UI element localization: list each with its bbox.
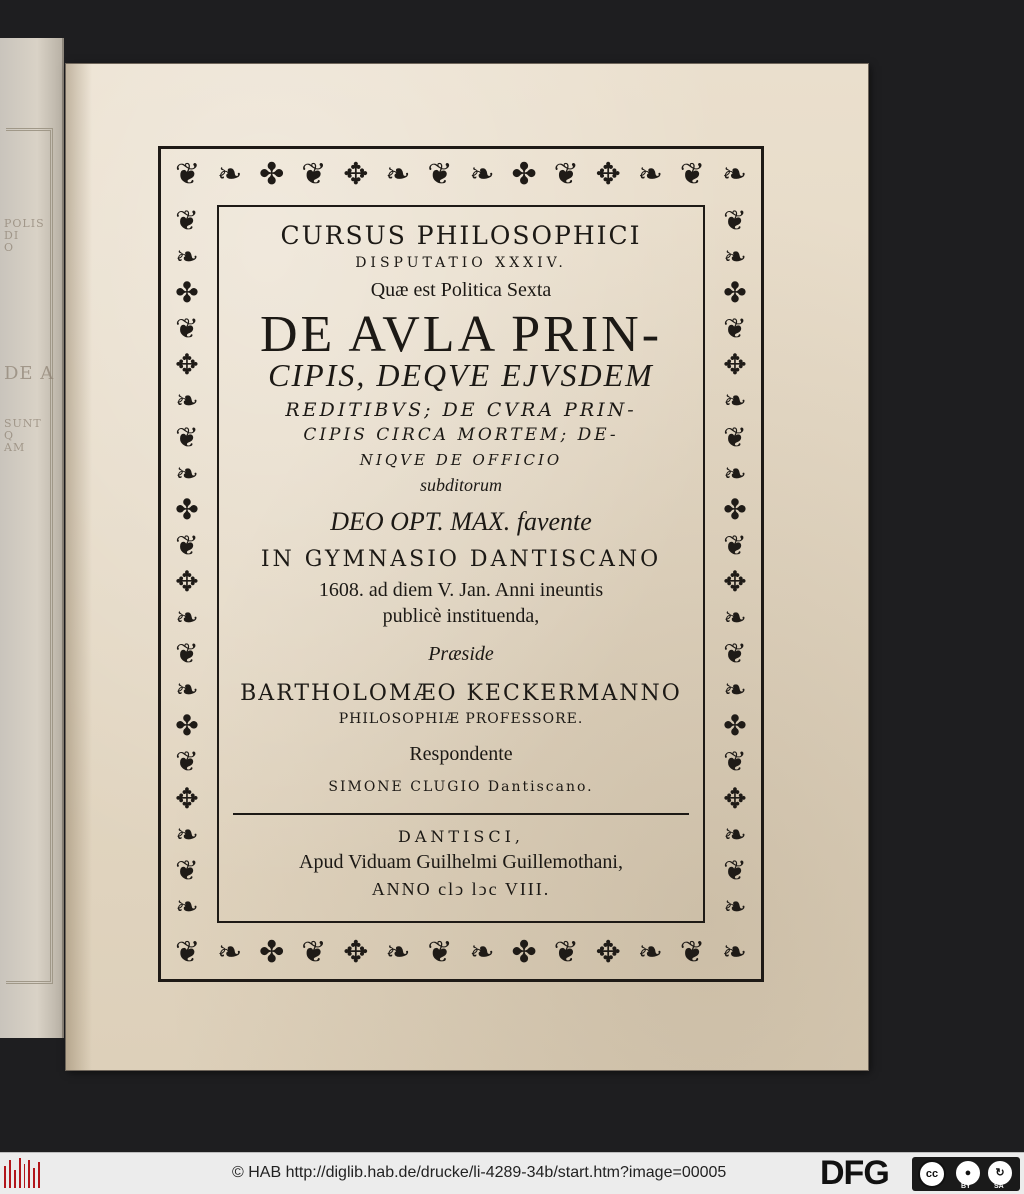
- ornament-icon: ❧: [723, 384, 747, 418]
- main-title-line: CIPIS CIRCA MORTEM; DE-: [303, 425, 619, 445]
- main-title-line: subditorum: [419, 475, 502, 495]
- ornament-icon: ✥: [175, 781, 199, 815]
- sa-label: SA: [994, 1183, 1004, 1190]
- ornament-icon: ❦: [301, 935, 327, 970]
- ornament-icon: ❧: [175, 456, 199, 490]
- ornament-icon: ❧: [637, 157, 663, 192]
- ornament-icon: ✥: [595, 157, 621, 192]
- main-title-line: NIQVE DE OFFICIO: [359, 451, 563, 469]
- ornament-icon: ✥: [723, 348, 747, 382]
- ornament-icon: ✥: [723, 564, 747, 598]
- ornament-icon: ✥: [343, 935, 369, 970]
- date-line: publicè instituenda,: [382, 605, 540, 627]
- ornament-icon: ✤: [723, 709, 747, 743]
- imprint-place: DANTISCI,: [398, 827, 524, 846]
- ornament-icon: ✥: [175, 564, 199, 598]
- previous-page-frame: [6, 128, 53, 984]
- logo-bar: [4, 1166, 6, 1188]
- ornament-icon: ❧: [637, 935, 663, 970]
- invocation-line: DEO OPT. MAX. favente: [330, 507, 592, 536]
- ornament-icon: ❦: [679, 157, 705, 192]
- ornament-icon: ❦: [723, 420, 747, 454]
- ornament-icon: ✤: [259, 157, 285, 192]
- hab-barcode-logo-icon[interactable]: [4, 1158, 40, 1188]
- imprint-printer: Apud Viduam Guilhelmi Guillemothani,: [299, 851, 623, 873]
- ornament-icon: ❧: [175, 240, 199, 274]
- ornament-icon: ❧: [385, 157, 411, 192]
- ornament-icon: ❦: [175, 312, 199, 346]
- footer-bar: [0, 1152, 1024, 1194]
- copyright-link[interactable]: © HAB http://diglib.hab.de/drucke/li-4289-34b/start.htm?image=00005: [232, 1164, 727, 1181]
- ornament-icon: ❧: [217, 157, 243, 192]
- ornament-icon: ❦: [553, 935, 579, 970]
- ornament-icon: ✤: [259, 935, 285, 970]
- ornament-icon: ❦: [723, 853, 747, 887]
- respondent-name: SIMONE CLUGIO Dantiscano.: [328, 779, 594, 795]
- ornament-band-right: [713, 201, 757, 927]
- ornament-icon: ❦: [175, 204, 199, 237]
- main-title-line: CIPIS, DEQVE EJVSDEM: [268, 357, 654, 393]
- main-title-line: REDITIBVS; DE CVRA PRIN-: [285, 399, 637, 421]
- ornament-icon: ❦: [175, 637, 199, 671]
- ornament-band-left: [165, 201, 209, 927]
- logo-bar: [14, 1170, 16, 1188]
- logo-bar: [24, 1164, 26, 1188]
- logo-bar: [19, 1158, 21, 1188]
- date-line: 1608. ad diem V. Jan. Anni ineuntis: [318, 579, 604, 601]
- praeside-label: Præside: [428, 643, 494, 665]
- cc-license-badge[interactable]: [912, 1157, 1020, 1191]
- ornament-icon: ❧: [385, 935, 411, 970]
- ornament-icon: ❦: [175, 935, 201, 970]
- ornament-icon: ✥: [595, 935, 621, 970]
- ornament-icon: ❧: [723, 889, 747, 923]
- ornament-icon: ❧: [175, 889, 199, 923]
- ornament-icon: ❧: [721, 935, 747, 970]
- ornament-icon: ❦: [679, 935, 705, 970]
- ornament-icon: ❧: [723, 240, 747, 274]
- cc-icon: cc: [918, 1160, 946, 1188]
- ornament-icon: ❧: [175, 673, 199, 707]
- ornament-icon: ❦: [175, 853, 199, 887]
- logo-bar: [28, 1160, 30, 1188]
- ornament-icon: ❦: [175, 745, 199, 779]
- by-person-icon: ●: [956, 1161, 980, 1185]
- series-title: CURSUS PHILOSOPHICI: [280, 221, 642, 250]
- subtitle: Quæ est Politica Sexta: [370, 279, 552, 301]
- ornament-icon: ❧: [469, 935, 495, 970]
- ornament-icon: ✥: [175, 348, 199, 382]
- ornament-icon: ❧: [217, 935, 243, 970]
- ornament-icon: ❧: [175, 384, 199, 418]
- ornament-icon: ✤: [723, 276, 747, 310]
- title-block: [217, 205, 705, 923]
- ornament-icon: ❦: [427, 157, 453, 192]
- sa-share-icon: ↻: [988, 1161, 1012, 1185]
- ornament-icon: ❧: [723, 673, 747, 707]
- imprint-year: ANNO clↄ lↄc VIII.: [371, 879, 551, 899]
- ornament-icon: ❦: [723, 745, 747, 779]
- dfg-logo[interactable]: DFG: [820, 1154, 889, 1192]
- ornament-icon: ❧: [175, 601, 199, 635]
- document-page: [66, 64, 868, 1070]
- ornament-icon: ❦: [175, 420, 199, 454]
- ornament-icon: ❦: [175, 528, 199, 562]
- ornament-icon: ❧: [469, 157, 495, 192]
- ornament-icon: ❧: [723, 817, 747, 851]
- logo-bar: [9, 1160, 11, 1188]
- ornament-band-bottom: [165, 931, 757, 975]
- ornament-icon: ❦: [301, 157, 327, 192]
- respondente-label: Respondente: [409, 743, 513, 765]
- ornament-icon: ✤: [723, 492, 747, 526]
- gymnasium-line: IN GYMNASIO DANTISCANO: [260, 547, 662, 572]
- ghost-text: POLIS DI O: [4, 217, 45, 254]
- ornament-icon: ✤: [175, 276, 199, 310]
- ornament-icon: ❦: [723, 204, 747, 237]
- ornament-icon: ✤: [511, 935, 537, 970]
- ornament-icon: ❧: [723, 456, 747, 490]
- imprint-rule: [233, 813, 689, 815]
- ornament-icon: ❧: [175, 817, 199, 851]
- ornament-icon: ❧: [721, 157, 747, 192]
- ghost-text: SUNT Q AM: [4, 417, 42, 454]
- ornament-icon: ❦: [553, 157, 579, 192]
- ornament-icon: ❧: [723, 601, 747, 635]
- previous-page-edge: [0, 38, 64, 1038]
- ornament-icon: ✥: [343, 157, 369, 192]
- ornament-icon: ✥: [723, 781, 747, 815]
- main-title-line: DE AVLA PRIN-: [259, 306, 663, 363]
- logo-bar: [33, 1168, 35, 1188]
- ornament-icon: ✤: [175, 492, 199, 526]
- ornament-icon: ❦: [427, 935, 453, 970]
- ghost-text: DE A: [4, 363, 55, 384]
- ornament-icon: ✤: [175, 709, 199, 743]
- president-name: BARTHOLOMÆO KECKERMANNO: [240, 681, 682, 706]
- ornament-band-top: [165, 153, 757, 197]
- logo-bar: [38, 1162, 40, 1188]
- ornament-icon: ❦: [175, 157, 201, 192]
- ornamental-border: [158, 146, 764, 982]
- ornament-icon: ✤: [511, 157, 537, 192]
- disputation-number: DISPUTATIO XXXIV.: [355, 255, 567, 271]
- ornament-icon: ❦: [723, 312, 747, 346]
- ornament-icon: ❦: [723, 637, 747, 671]
- by-label: BY: [961, 1183, 971, 1190]
- president-title: PHILOSOPHIÆ PROFESSORE.: [338, 711, 584, 727]
- ornament-icon: ❦: [723, 528, 747, 562]
